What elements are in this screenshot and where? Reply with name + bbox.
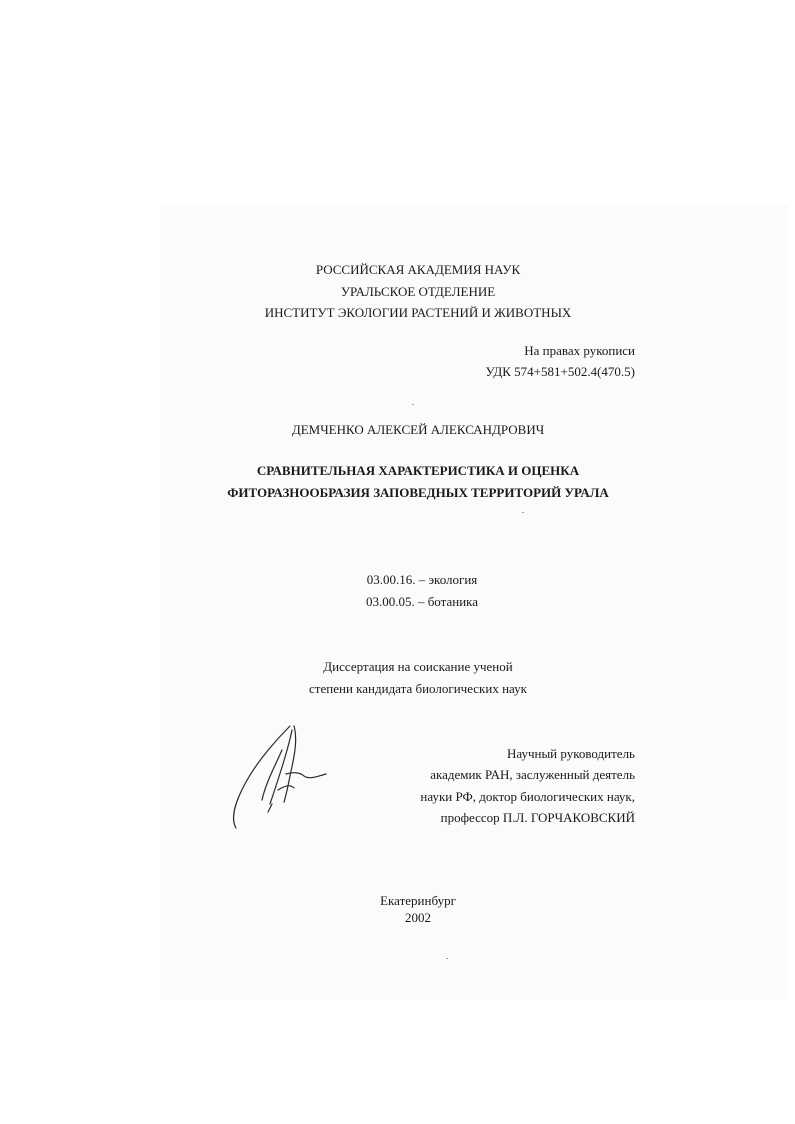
supervisor-title-1: академик РАН, заслуженный деятель xyxy=(430,767,635,782)
branch-name: УРАЛЬСКОЕ ОТДЕЛЕНИЕ xyxy=(340,284,496,299)
degree-line-2: степени кандидата биологических наук xyxy=(309,681,527,696)
author-name: ДЕМЧЕНКО АЛЕКСЕЙ АЛЕКСАНДРОВИЧ xyxy=(291,422,545,437)
specialty-botany: 03.00.05. – ботаника xyxy=(365,594,479,609)
specialty-ecology: 03.00.16. – экология xyxy=(366,572,478,587)
udc-code: УДК 574+581+502.4(470.5) xyxy=(485,364,635,379)
scan-speck xyxy=(446,958,448,959)
year: 2002 xyxy=(405,910,431,925)
thesis-title-line-1: СРАВНИТЕЛЬНАЯ ХАРАКТЕРИСТИКА И ОЦЕНКА xyxy=(256,463,580,478)
manuscript-rights: На правах рукописи xyxy=(524,343,635,358)
city: Екатеринбург xyxy=(380,893,456,908)
scan-speck xyxy=(522,512,524,513)
academy-name: РОССИЙСКАЯ АКАДЕМИЯ НАУК xyxy=(315,262,521,277)
supervisor-role: Научный руководитель xyxy=(506,746,635,761)
institute-name: ИНСТИТУТ ЭКОЛОГИИ РАСТЕНИЙ И ЖИВОТНЫХ xyxy=(264,305,572,320)
supervisor-name: профессор П.Л. ГОРЧАКОВСКИЙ xyxy=(440,810,635,825)
supervisor-title-2: науки РФ, доктор биологических наук, xyxy=(420,789,635,804)
thesis-title-line-2: ФИТОРАЗНООБРАЗИЯ ЗАПОВЕДНЫХ ТЕРРИТОРИЙ УРАЛА xyxy=(227,485,609,500)
handwritten-signature xyxy=(228,720,338,835)
degree-line-1: Диссертация на соискание ученой xyxy=(323,659,513,674)
scan-speck xyxy=(412,404,414,405)
